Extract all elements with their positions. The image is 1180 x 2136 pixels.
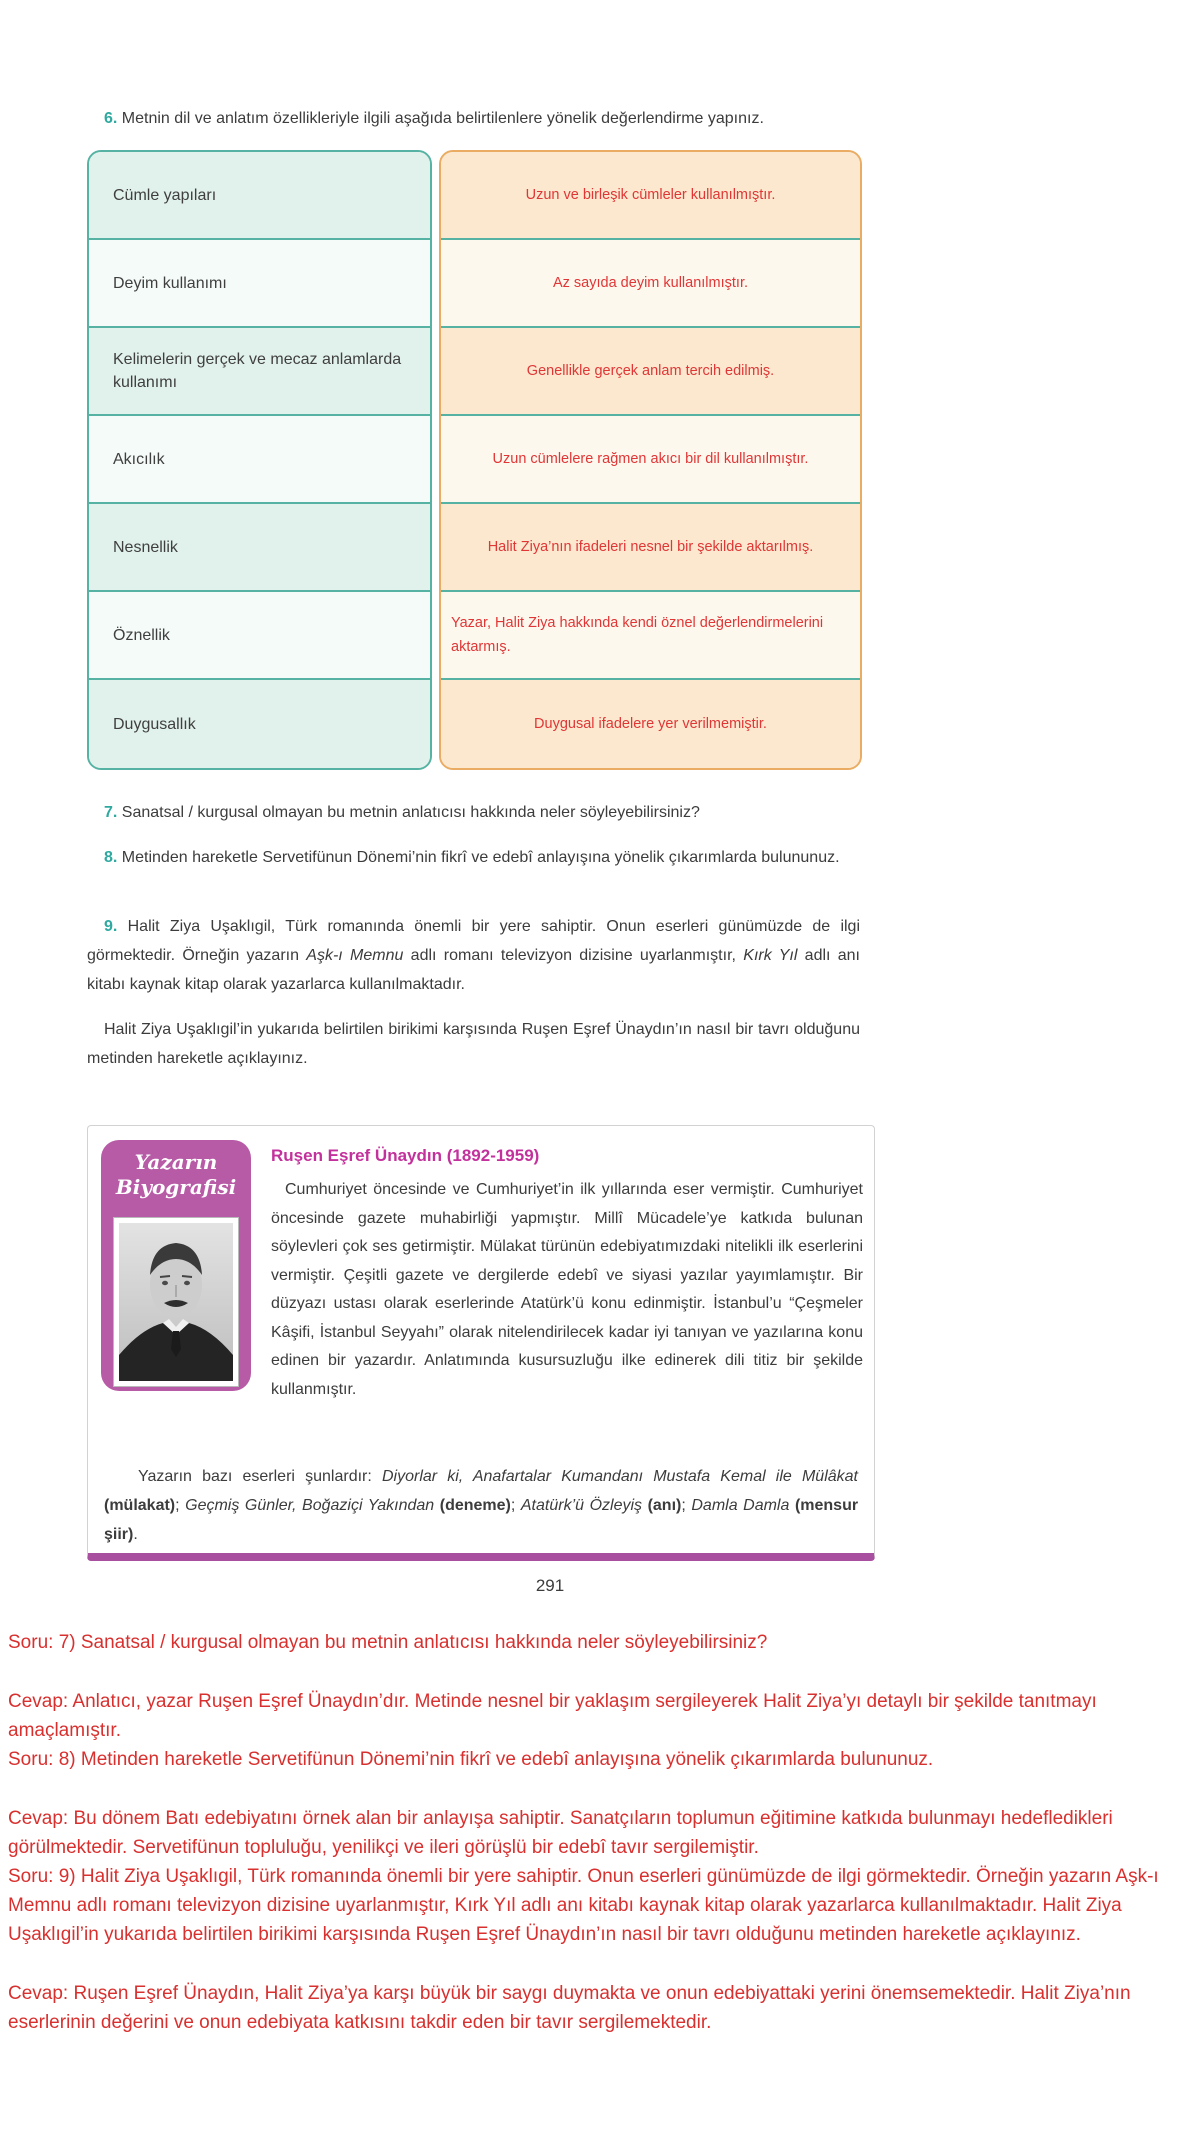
assessment-table-answers-column bbox=[439, 150, 862, 770]
qa-question-8: Soru: 8) Metinden hareketle Servetifünun Dönemi’nin fikrî ve edebî anlayışına yönelik çıkarımlarda bulununuz. bbox=[8, 1749, 934, 1770]
table-row-label: Cümle yapıları bbox=[89, 152, 430, 240]
table-row-label: Öznellik bbox=[89, 592, 430, 680]
biography-badge-title: Yazarın Biyografisi bbox=[115, 1150, 237, 1199]
question-6 bbox=[87, 104, 860, 133]
author-photo bbox=[114, 1218, 238, 1386]
question-9-number: 9. bbox=[104, 918, 118, 935]
question-6-number: 6. bbox=[104, 110, 118, 127]
question-9-italic-title: Aşk-ı Memnu bbox=[306, 947, 404, 964]
question-7-number: 7. bbox=[104, 804, 118, 821]
biography-works: Yazarın bazı eserleri şunlardır: Diyorlar ki, Anafartalar Kumandanı Mustafa Kemal ile Mülâkat (mülakat); Geçmiş Günler, Boğaziçi Yakından (deneme); Atatürk’ü Özleyiş (anı); Damla Damla (mensur şiir). bbox=[104, 1468, 859, 1543]
table-row-value: Yazar, Halit Ziya hakkında kendi öznel değerlendirmelerini aktarmış. bbox=[441, 592, 860, 680]
author-portrait-illustration bbox=[119, 1223, 233, 1381]
assessment-table-criteria-column bbox=[87, 150, 432, 770]
qa-answer-9: Cevap: Ruşen Eşref Ünaydın, Halit Ziya’ya karşı büyük bir saygı duymakta ve onun edebiyattaki yerini önemsemektedir. Halit Ziya’nın eserlerinin değerini ve onun edebiyata katkısını takdir eden bir tavır sergilemektedir. bbox=[8, 1983, 1131, 2033]
question-8-number: 8. bbox=[104, 849, 118, 866]
biography-badge bbox=[101, 1140, 251, 1391]
question-9-followup: Halit Ziya Uşaklıgil’in yukarıda belirtilen birikimi karşısında Ruşen Eşref Ünaydın’ın nasıl bir tavrı olduğunu metinden hareketle açıklayınız. bbox=[87, 1021, 860, 1067]
question-9-text-part: adlı anı kitabı kaynak kitap olarak yazarlarca kullanılmaktadır. bbox=[87, 947, 861, 993]
assessment-table bbox=[87, 150, 862, 770]
question-9 bbox=[87, 912, 860, 999]
table-row-value: Uzun cümlelere rağmen akıcı bir dil kullanılmıştır. bbox=[441, 416, 860, 504]
qa-answer-7: Cevap: Anlatıcı, yazar Ruşen Eşref Ünaydın’dır. Metinde nesnel bir yaklaşım sergileyerek Halit Ziya’yı detaylı bir şekilde tanıtmayı amaçlamıştır. bbox=[8, 1691, 1097, 1741]
table-row-label: Nesnellik bbox=[89, 504, 430, 592]
question-8-text: Metinden hareketle Servetifünun Dönemi’nin fikrî ve edebî anlayışına yönelik çıkarımlarda bulununuz. bbox=[121, 849, 840, 866]
question-6-text: Metnin dil ve anlatım özellikleriyle ilgili aşağıda belirtilenlere yönelik değerlendirme yapınız. bbox=[121, 110, 764, 127]
table-row-value: Genellikle gerçek anlam tercih edilmiş. bbox=[441, 328, 860, 416]
qa-question-7: Soru: 7) Sanatsal / kurgusal olmayan bu metnin anlatıcısı hakkında neler söyleyebilirsiniz? bbox=[8, 1632, 768, 1653]
question-9-text-part: Halit Ziya Uşaklıgil, Türk romanında önemli bir yere sahiptir. Onun eserleri günümüzde de ilgi görmektedir. Örneğin yazarın bbox=[87, 918, 861, 964]
biography-panel bbox=[87, 1125, 875, 1561]
table-row-label: Akıcılık bbox=[89, 416, 430, 504]
table-row-label: Duygusallık bbox=[89, 680, 430, 768]
qa-question-9: Soru: 9) Halit Ziya Uşaklıgil, Türk romanında önemli bir yere sahiptir. Onun eserleri günümüzde de ilgi görmektedir. Örneğin yazarın Aşk-ı Memnu adlı romanı televizyon dizisine uyarlanmıştır, Kırk Yıl adlı anı kitabı kaynak kitap olarak yazarlarca kullanılmaktadır. Halit Ziya Uşaklıgil’in yukarıda belirtilen birikimi karşısında Ruşen Eşref Ünaydın’ın nasıl bir tavrı olduğunu metinden hareketle açıklayınız. bbox=[8, 1866, 1159, 1945]
table-row-value: Uzun ve birleşik cümleler kullanılmıştır. bbox=[441, 152, 860, 240]
qa-section bbox=[8, 1628, 1164, 2037]
question-9-text-part: adlı romanı televizyon dizisine uyarlanmıştır, bbox=[403, 947, 744, 964]
question-9-italic-title: Kırk Yıl bbox=[743, 947, 798, 964]
table-row-value: Duygusal ifadelere yer verilmemiştir. bbox=[441, 680, 860, 768]
biography-heading: Ruşen Eşref Ünaydın (1892-1959) bbox=[271, 1146, 540, 1165]
question-8 bbox=[87, 843, 860, 872]
biography-body: Cumhuriyet öncesinde ve Cumhuriyet’in ilk yıllarında eser vermiştir. Cumhuriyet öncesinde gazete muhabirliği yapmıştır. Millî Mücadele’ye katkıda bulunan söylevleri çok ses getirmiştir. Mülakat türünün edebiyatımızdaki nitelikli ilk eserlerini vermiştir. Çeşitli gazete ve dergilerde edebî ve siyasi yazılar yayımlamıştır. Bir düzyazı ustası olarak eserlerinde Atatürk’ü konu edinmiştir. İstanbul’u “Çeşmeler Kâşifi, İstanbul Seyyahı” olarak nitelendirilecek kadar iyi tanıyan ve yazılarına konu edinen bir yazardır. Anlatımında kusursuzluğu ilke edinerek dili titiz bir şekilde kullanmıştır. bbox=[271, 1181, 863, 1398]
table-row-value: Halit Ziya’nın ifadeleri nesnel bir şekilde aktarılmış. bbox=[441, 504, 860, 592]
table-row-value: Az sayıda deyim kullanılmıştır. bbox=[441, 240, 860, 328]
question-7 bbox=[87, 798, 860, 827]
question-7-text: Sanatsal / kurgusal olmayan bu metnin anlatıcısı hakkında neler söyleyebilirsiniz? bbox=[121, 804, 700, 821]
page-number: 291 bbox=[535, 1576, 565, 1595]
table-row-label: Kelimelerin gerçek ve mecaz anlamlarda kullanımı bbox=[89, 328, 430, 416]
table-row-label: Deyim kullanımı bbox=[89, 240, 430, 328]
qa-answer-8: Cevap: Bu dönem Batı edebiyatını örnek alan bir anlayışa sahiptir. Sanatçıların toplumun eğitimine katkıda bulunmayı hedefledikleri görülmektedir. Servetifünun topluluğu, yenilikçi ve ileri görüşlü bir edebî tavır sergilemiştir. bbox=[8, 1808, 1113, 1858]
